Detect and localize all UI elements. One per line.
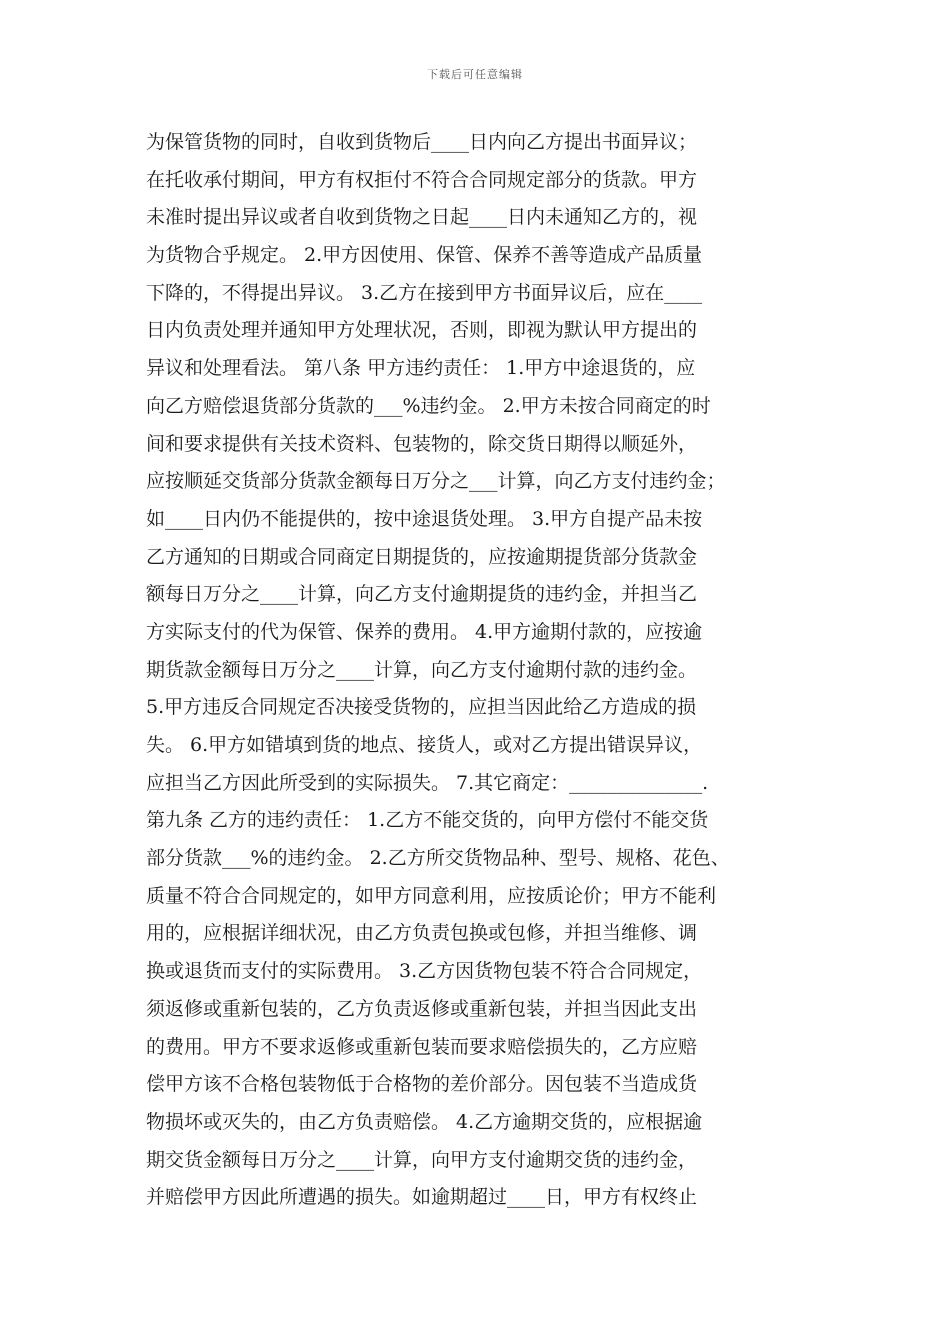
text-line: 期货款金额每日万分之____计算，向乙方支付逾期付款的违约金。: [146, 658, 698, 681]
text-line: 质量不符合合同规定的，如甲方同意利用，应按质论价；甲方不能利: [146, 884, 717, 907]
text-line: 部分货款___%的违约金。 2.乙方所交货物品种、型号、规格、花色、: [146, 847, 730, 870]
text-line: 如____日内仍不能提供的，按中途退货处理。 3.甲方自提产品未按: [146, 507, 703, 530]
text-line: 日内负责处理并通知甲方处理状况，否则，即视为默认甲方提出的: [146, 319, 698, 342]
text-line: 乙方通知的日期或合同商定日期提货的，应按逾期提货部分货款金: [146, 545, 698, 568]
document-body: [146, 124, 826, 1217]
text-line: 用的，应根据详细状况，由乙方负责包换或包修，并担当维修、调: [146, 922, 698, 945]
text-line: 向乙方赔偿退货部分货款的___%违约金。 2.甲方未按合同商定的时: [146, 394, 711, 417]
text-line: 第九条 乙方的违约责任： 1.乙方不能交货的，向甲方偿付不能交货: [146, 809, 709, 832]
text-line: 并赔偿甲方因此所遭遇的损失。如逾期超过____日，甲方有权终止: [146, 1186, 698, 1209]
text-line: 未准时提出异议或者自收到货物之日起____日内未通知乙方的，视: [146, 206, 698, 229]
text-line: 偿甲方该不合格包装物低于合格物的差价部分。因包装不当造成货: [146, 1073, 698, 1096]
text-line: 的费用。甲方不要求返修或重新包装而要求赔偿损失的，乙方应赔: [146, 1035, 698, 1058]
text-line: 在托收承付期间，甲方有权拒付不符合合同规定部分的货款。甲方: [146, 168, 698, 191]
text-line: 换或退货而支付的实际费用。 3.乙方因货物包装不符合合同规定，: [146, 960, 703, 983]
text-line: 须返修或重新包装的，乙方负责返修或重新包装，并担当因此支出: [146, 997, 698, 1020]
text-line: 应按顺延交货部分货款金额每日万分之___计算，向乙方支付违约金；: [146, 470, 726, 493]
text-line: 应担当乙方因此所受到的实际损失。 7.其它商定：______________.: [146, 771, 709, 794]
text-line: 失。 6.甲方如错填到货的地点、接货人，或对乙方提出错误异议，: [146, 734, 703, 756]
text-line: 为保管货物的同时，自收到货物后____日内向乙方提出书面异议；: [146, 131, 698, 153]
page-header: 下载后可任意编辑: [427, 68, 523, 81]
text-line: 额每日万分之____计算，向乙方支付逾期提货的违约金，并担当乙: [146, 583, 698, 606]
text-line: 物损坏或灭失的，由乙方负责赔偿。 4.乙方逾期交货的，应根据逾: [146, 1110, 703, 1133]
text-line: 为货物合乎规定。 2.甲方因使用、保管、保养不善等造成产品质量: [146, 244, 703, 267]
text-line: 5.甲方违反合同规定否决接受货物的，应担当因此给乙方造成的损: [146, 696, 697, 719]
text-line: 间和要求提供有关技术资料、包装物的，除交货日期得以顺延外，: [146, 432, 698, 455]
text-line: 方实际支付的代为保管、保养的费用。 4.甲方逾期付款的，应按逾: [146, 620, 703, 643]
text-line: 期交货金额每日万分之____计算，向甲方支付逾期交货的违约金，: [146, 1148, 698, 1171]
text-line: 异议和处理看法。 第八条 甲方违约责任： 1.甲方中途退货的，应: [146, 357, 696, 380]
text-line: 下降的，不得提出异议。 3.乙方在接到甲方书面异议后，应在____: [146, 281, 703, 304]
